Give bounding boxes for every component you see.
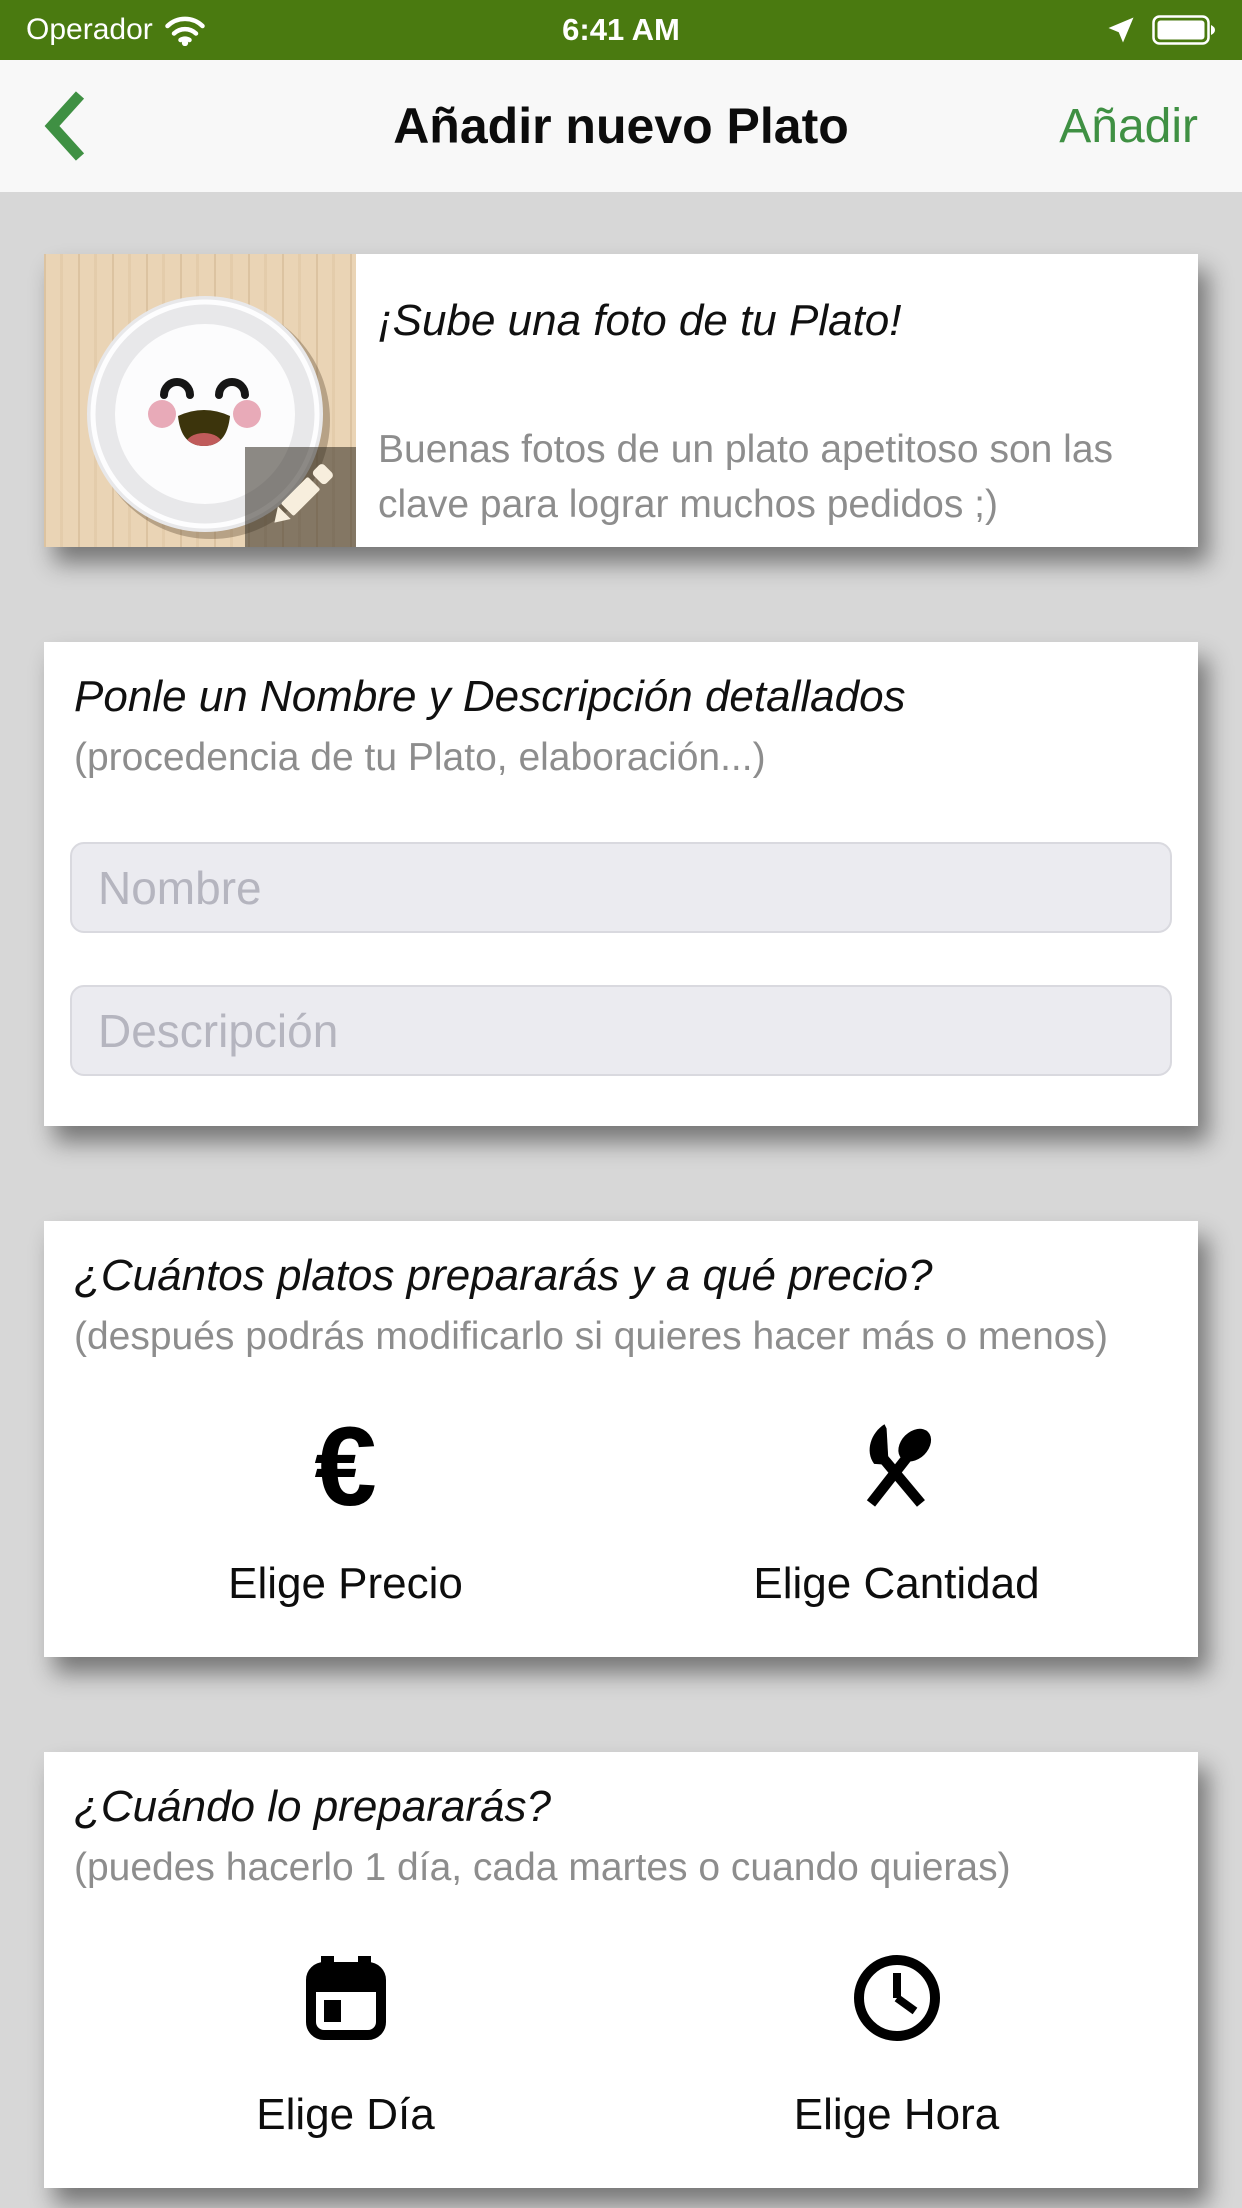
price-card-title: ¿Cuántos platos prepararás y a qué precio? <box>74 1251 933 1300</box>
cutlery-icon <box>847 1417 947 1517</box>
add-button[interactable]: Añadir <box>1059 99 1198 153</box>
dish-name-input[interactable] <box>70 842 1172 933</box>
choose-hour-button[interactable] <box>621 1948 1172 2140</box>
page-title: Añadir nuevo Plato <box>393 98 849 154</box>
choose-quantity-label: Elige Cantidad <box>753 1559 1040 1608</box>
choose-quantity-button[interactable] <box>621 1417 1172 1609</box>
name-card-title: Ponle un Nombre y Descripción detallados <box>74 672 906 721</box>
choose-price-button[interactable] <box>70 1404 621 1609</box>
wifi-icon <box>165 14 205 46</box>
dish-photo-placeholder[interactable] <box>44 254 356 547</box>
price-card-subtitle: (después podrás modificarlo si quieres hacer más o menos) <box>74 1315 1108 1358</box>
schedule-card-title: ¿Cuándo lo prepararás? <box>74 1782 551 1831</box>
choose-day-label: Elige Día <box>256 2090 435 2139</box>
location-arrow-icon <box>1106 15 1136 45</box>
dish-description-input[interactable] <box>70 985 1172 1076</box>
status-bar <box>0 0 1242 60</box>
clock-time: 6:41 AM <box>562 12 680 47</box>
clock-icon <box>849 1950 945 2046</box>
back-button[interactable] <box>44 86 114 166</box>
price-quantity-card <box>44 1221 1198 1657</box>
choose-day-button[interactable] <box>70 1948 621 2140</box>
photo-card <box>44 254 1198 547</box>
nav-bar <box>0 60 1242 192</box>
carrier-label: Operador <box>26 13 153 46</box>
photo-card-body: Buenas fotos de un plato apetitoso son las clave para lograr muchos pedidos ;) <box>378 428 1114 527</box>
chevron-left-icon <box>44 89 86 163</box>
euro-icon: € <box>314 1404 377 1529</box>
name-description-card <box>44 642 1198 1126</box>
schedule-card <box>44 1752 1198 2188</box>
content-area <box>0 192 1242 2188</box>
choose-hour-label: Elige Hora <box>793 2090 1000 2139</box>
schedule-card-subtitle: (puedes hacerlo 1 día, cada martes o cuando quieras) <box>74 1846 1011 1889</box>
photo-card-title: ¡Sube una foto de tu Plato! <box>378 296 902 345</box>
choose-price-label: Elige Precio <box>228 1559 463 1608</box>
calendar-icon <box>298 1950 394 2046</box>
photo-card-text <box>356 254 1198 547</box>
battery-icon <box>1152 15 1216 45</box>
name-card-subtitle: (procedencia de tu Plato, elaboración...) <box>74 736 766 779</box>
edit-photo-overlay <box>245 447 356 547</box>
